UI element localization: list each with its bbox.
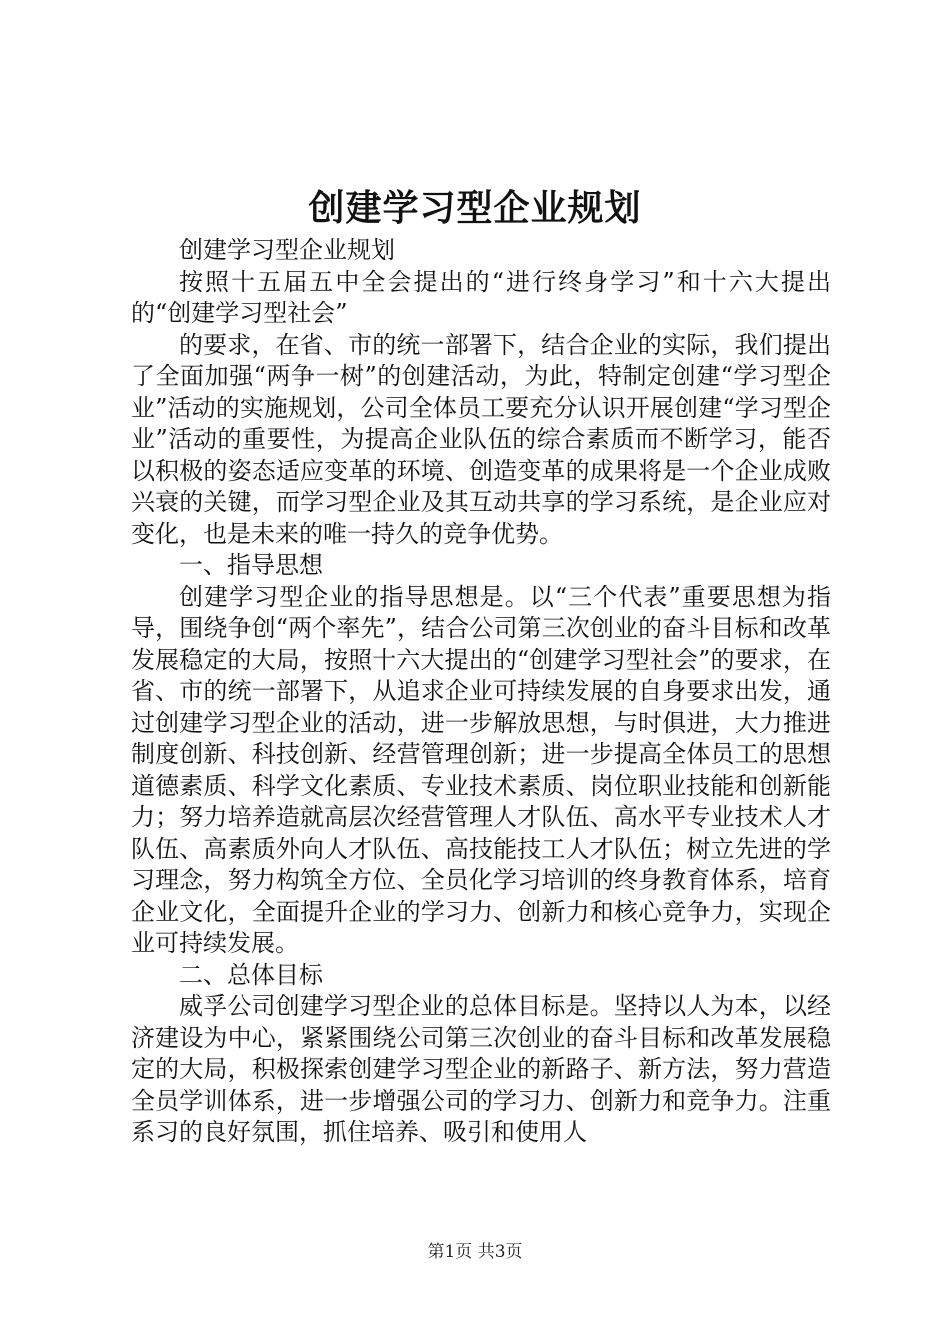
paragraph-heading-repeat: 创建学习型企业规划 [179,236,395,264]
paragraph-overall-goal: 威孚公司创建学习型企业的总体目标是。坚持以人为本，以经济建设为中心，紧紧围绕公司第三次创业的奋斗目标和改革发展稳定的大局，积极探索创建学习型企业的新路子、新方法，努力营造全员学训体系，进一步增强公司的学习力、创新力和竞争力。注重系习的良好氛围，抓住培养、吸引和使用人 [131,992,831,1146]
document-body [131,235,831,1149]
paragraph-guiding-ideology: 创建学习型企业的指导思想是。以“三个代表”重要思想为指导，围绕争创“两个率先”，结合公司第三次创业的奋斗目标和改革发展稳定的大局，按照十六大提出的“创建学习型社会”的要求，在省、市的统一部署下，从追求企业可持续发展的自身要求出发，通过创建学习型企业的活动，进一步解放思想，与时俱进，大力推进制度创新、科技创新、经营管理创新；进一步提高全体员工的思想道德素质、科学文化素质、专业技术素质、岗位职业技能和创新能力；努力培养造就高层次经营管理人才队伍、高水平专业技术人才队伍、高素质外向人才队伍、高技能技工人才队伍；树立先进的学习理念，努力构筑全方位、全员化学习培训的终身教育体系，培育企业文化，全面提升企业的学习力、创新力和核心竞争力，实现企业可持续发展。 [131,582,831,957]
paragraph-requirements: 的要求，在省、市的统一部署下，结合企业的实际，我们提出了全面加强“两争一树”的创建活动，为此，特制定创建“学习型企业”活动的实施规划，公司全体员工要充分认识开展创建“学习型企业”活动的重要性，为提高企业队伍的综合素质而不断学习，能否以积极的姿态适应变革的环境、创造变革的成果将是一个企业成败兴衰的关键，而学习型企业及其互动共享的学习系统，是企业应对变化，也是未来的唯一持久的竞争优势。 [131,330,831,548]
document-title: 创建学习型企业规划 [308,187,642,229]
page-indicator: 第1页 共3页 [427,1242,523,1262]
section-heading-guiding-ideology: 一、指导思想 [179,551,323,579]
section-heading-overall-goal: 二、总体目标 [179,960,323,989]
paragraph-intro: 按照十五届五中全会提出的“进行终身学习”和十六大提出的“创建学习型社会” [131,267,831,327]
